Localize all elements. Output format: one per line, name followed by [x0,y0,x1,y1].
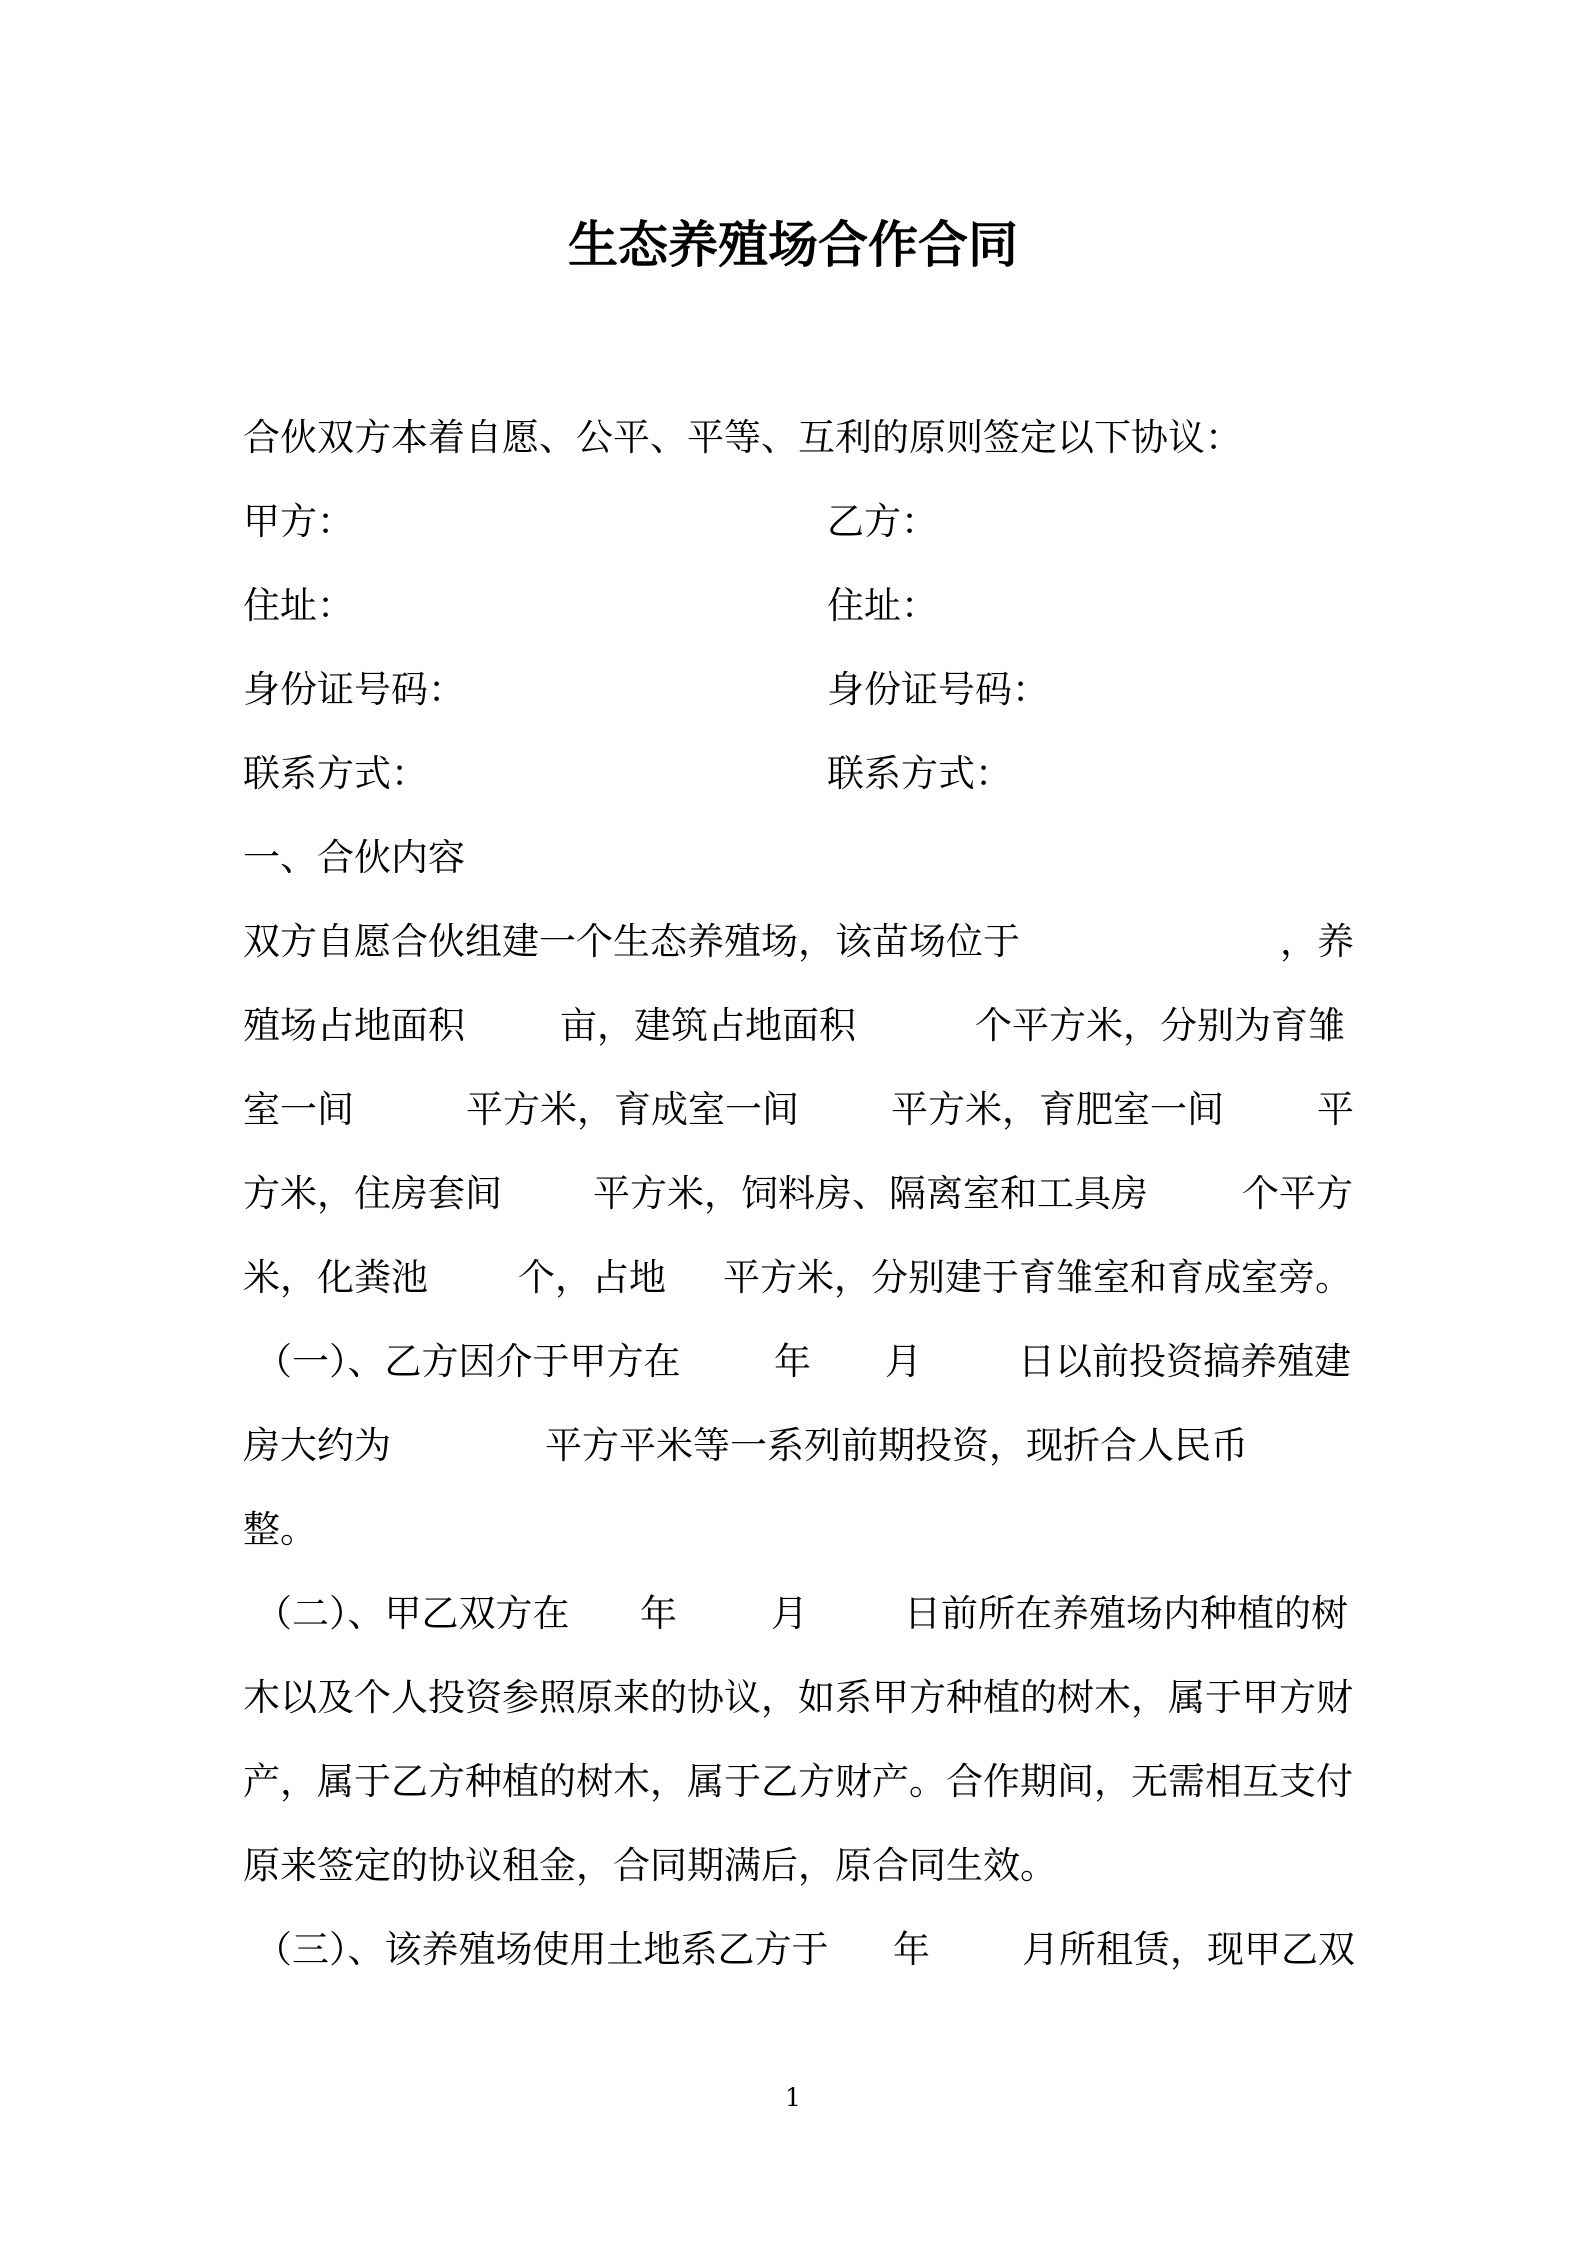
body-line [0,1068,1586,1152]
party-a-label: 甲方： [243,500,354,543]
text-segment: 日以前投资搞养殖建 [1018,1340,1351,1383]
text-segment: 平方米，分别建于育雏室和育成室旁。 [723,1256,1352,1299]
text-segment: 个平方米，分别为育雏 [975,1004,1345,1047]
body-line [0,984,1586,1068]
text-segment: 月 [885,1340,922,1383]
text-segment: 年 [640,1592,677,1635]
party-b-id-label: 身份证号码： [827,668,1049,711]
text-segment: （一）、乙方因介于甲方在 [255,1340,681,1383]
clause-line [0,1908,1586,1992]
text-segment: 整。 [243,1508,317,1551]
text-segment: 月 [771,1592,808,1635]
party-b-label: 乙方： [827,500,938,543]
text-segment: 平 [1317,1088,1354,1131]
text-segment: 日前所在养殖场内种植的树 [904,1592,1348,1635]
party-contact-line [0,732,1586,816]
text-segment: （二）、甲乙双方在 [255,1592,570,1635]
party-b-contact-label: 联系方式： [827,752,1012,795]
body-line [0,1824,1586,1908]
body-line [0,1656,1586,1740]
text-segment: 木以及个人投资参照原来的协议，如系甲方种植的树木，属于甲方财 [243,1676,1353,1719]
clause-line [0,1320,1586,1404]
body-line [0,1488,1586,1572]
text-segment: 亩，建筑占地面积 [560,1004,856,1047]
party-a-address-label: 住址： [243,584,354,627]
text-segment: 年 [893,1928,930,1971]
party-id-line [0,648,1586,732]
body-line [0,1740,1586,1824]
text-segment: 年 [774,1340,811,1383]
section-heading [0,816,1586,900]
text-segment: 合伙双方本着自愿、公平、平等、互利的原则签定以下协议： [243,416,1242,459]
page-number: 1 [785,2083,801,2112]
body-line [0,900,1586,984]
clause-line [0,1572,1586,1656]
text-segment: ，养 [1280,920,1354,963]
text-segment: 原来签定的协议租金，合同期满后，原合同生效。 [243,1844,1057,1887]
party-a-id-label: 身份证号码： [243,668,465,711]
text-segment: 平方米，育成室一间 [466,1088,799,1131]
text-segment: 米，化粪池 [243,1256,428,1299]
text-segment: 产，属于乙方种植的树木，属于乙方财产。合作期间，无需相互支付 [243,1760,1353,1803]
body-line [0,1404,1586,1488]
body-line [0,1236,1586,1320]
text-segment: 个平方 [1242,1172,1353,1215]
text-segment: 殖场占地面积 [243,1004,465,1047]
text-segment: 个，占地 [518,1256,666,1299]
document-title: 生态养殖场合作合同 [568,216,1018,274]
party-address-line [0,564,1586,648]
text-segment: 平方米，饲料房、隔离室和工具房 [593,1172,1148,1215]
text-segment: 方米，住房套间 [243,1172,502,1215]
body-line [0,1152,1586,1236]
party-b-address-label: 住址： [827,584,938,627]
text-segment: 室一间 [243,1088,354,1131]
text-segment: 平方米，育肥室一间 [891,1088,1224,1131]
intro-line [0,396,1586,480]
text-segment: 平方平米等一系列前期投资，现折合人民币 [545,1424,1248,1467]
text-segment: 月所租赁，现甲乙双 [1022,1928,1355,1971]
text-segment: 双方自愿合伙组建一个生态养殖场，该苗场位于 [243,920,1020,963]
party-a-contact-label: 联系方式： [243,752,428,795]
party-name-line [0,480,1586,564]
text-segment: 房大约为 [243,1424,391,1467]
text-segment: 一、合伙内容 [243,836,465,879]
text-segment: （三）、该养殖场使用土地系乙方于 [255,1928,829,1971]
